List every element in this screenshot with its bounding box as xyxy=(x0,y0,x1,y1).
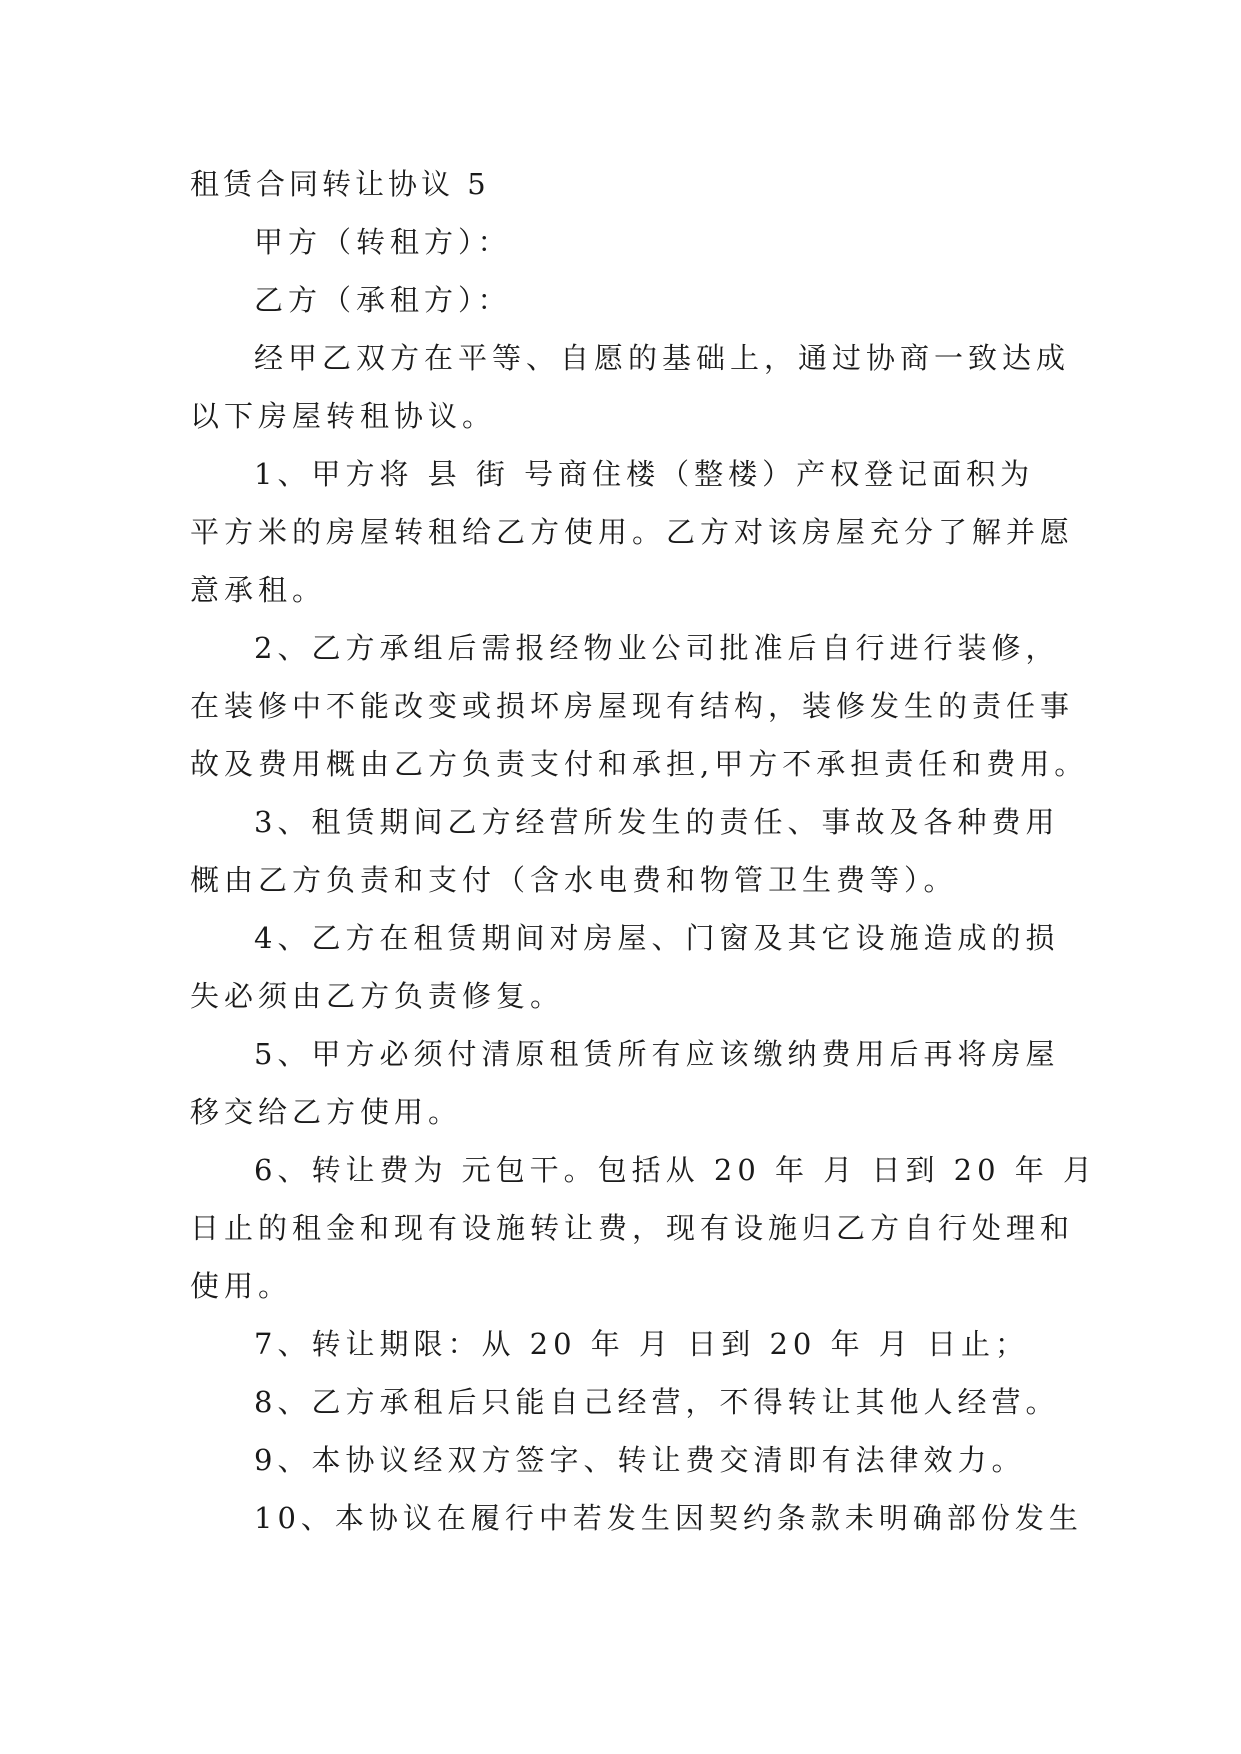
paragraph-line: 4、乙方在租赁期间对房屋、门窗及其它设施造成的损 xyxy=(254,921,1060,955)
paragraph-line: 10、本协议在履行中若发生因契约条款未明确部份发生 xyxy=(254,1501,1083,1535)
clause-1 xyxy=(190,445,1075,619)
clause-10 xyxy=(190,1489,1083,1547)
clause-2 xyxy=(190,619,1089,793)
paragraph-line: 6、转让费为 元包干。包括从 20 年 月 日到 20 年 月 xyxy=(254,1153,1098,1187)
paragraph-line: 使用。 xyxy=(190,1269,293,1303)
paragraph-line: 2、乙方承组后需报经物业公司批准后自行进行装修， xyxy=(254,631,1060,665)
clause-4 xyxy=(190,909,1060,1025)
paragraph-line: 概由乙方负责和支付（含水电费和物管卫生费等）。 xyxy=(190,863,958,897)
paragraph-line: 在装修中不能改变或损坏房屋现有结构，装修发生的责任事 xyxy=(190,689,1075,723)
paragraph-line: 平方米的房屋转租给乙方使用。乙方对该房屋充分了解并愿 xyxy=(190,515,1075,549)
paragraph-line: 1、甲方将 县 街 号商住楼（整楼）产权登记面积为 xyxy=(254,457,1035,491)
clause-8 xyxy=(190,1373,1060,1431)
paragraph-line: 7、转让期限：从 20 年 月 日到 20 年 月 日止； xyxy=(254,1327,1030,1361)
clause-7 xyxy=(190,1315,1050,1373)
paragraph-line: 日止的租金和现有设施转让费，现有设施归乙方自行处理和 xyxy=(190,1211,1075,1245)
document-body xyxy=(190,155,1098,1547)
clause-3 xyxy=(190,793,1060,909)
paragraph-line: 失必须由乙方负责修复。 xyxy=(190,979,565,1013)
paragraph-line: 3、租赁期间乙方经营所发生的责任、事故及各种费用 xyxy=(254,805,1060,839)
party-a-line: 甲方（转租方）： xyxy=(254,225,512,259)
paragraph-line: 经甲乙双方在平等、自愿的基础上，通过协商一致达成 xyxy=(254,341,1071,375)
paragraph-line: 以下房屋转租协议。 xyxy=(190,399,497,433)
intro-paragraph xyxy=(190,329,1071,445)
party-b-line: 乙方（承租方）： xyxy=(254,283,512,317)
paragraph-line: 故及费用概由乙方负责支付和承担,甲方不承担责任和费用。 xyxy=(190,747,1089,781)
paragraph-line: 5、甲方必须付清原租赁所有应该缴纳费用后再将房屋 xyxy=(254,1037,1060,1071)
paragraph-line: 移交给乙方使用。 xyxy=(190,1095,463,1129)
paragraph-line: 8、乙方承租后只能自己经营，不得转让其他人经营。 xyxy=(254,1385,1060,1419)
clause-6 xyxy=(190,1141,1098,1315)
clause-9 xyxy=(190,1431,1050,1489)
paragraph-line: 9、本协议经双方签字、转让费交清即有法律效力。 xyxy=(254,1443,1026,1477)
paragraph-line: 意承租。 xyxy=(190,573,327,607)
clause-5 xyxy=(190,1025,1060,1141)
document-title: 租赁合同转让协议 5 xyxy=(190,167,490,201)
